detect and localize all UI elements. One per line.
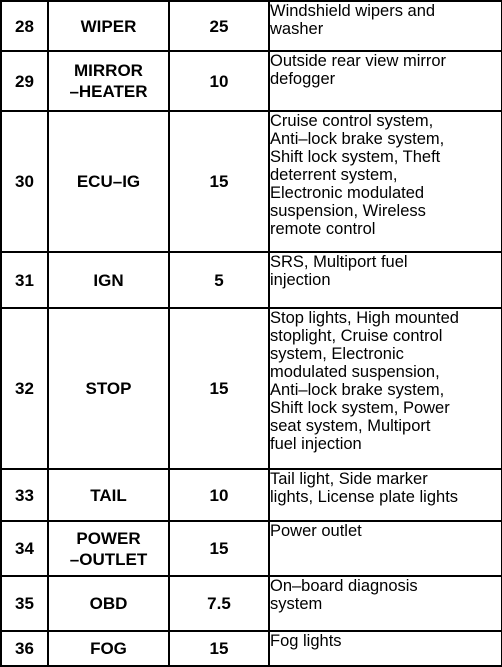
circuit-line: Tail light, Side marker bbox=[270, 470, 428, 488]
fuse-ampere: 5 bbox=[169, 252, 269, 308]
fuse-ampere: 15 bbox=[169, 308, 269, 469]
fuse-circuit bbox=[269, 521, 502, 576]
circuit-line: Electronic modulated bbox=[270, 184, 425, 202]
circuit-line: stoplight, Cruise control bbox=[270, 327, 443, 345]
table-row bbox=[1, 308, 502, 469]
table-row bbox=[1, 51, 502, 111]
fuse-ampere: 10 bbox=[169, 469, 269, 521]
circuit-line: washer bbox=[270, 20, 324, 38]
circuit-line: defogger bbox=[270, 70, 336, 88]
circuit-line: Stop lights, High mounted bbox=[270, 309, 459, 327]
fuse-name: STOP bbox=[48, 308, 169, 469]
circuit-line: system bbox=[270, 595, 323, 613]
circuit-line: Outside rear view mirror bbox=[270, 52, 447, 70]
fuse-number: 33 bbox=[1, 469, 48, 521]
fuse-circuit bbox=[269, 51, 502, 111]
fuse-number: 34 bbox=[1, 521, 48, 576]
fuse-circuit bbox=[269, 1, 502, 51]
fuse-circuit bbox=[269, 252, 502, 308]
fuse-ampere: 15 bbox=[169, 521, 269, 576]
fuse-name: MIRROR –HEATER bbox=[48, 51, 169, 111]
fuse-number: 31 bbox=[1, 252, 48, 308]
fuse-circuit bbox=[269, 631, 502, 666]
fuse-ampere: 25 bbox=[169, 1, 269, 51]
circuit-line: Shift lock system, Power bbox=[270, 399, 450, 417]
fuse-name: ECU–IG bbox=[48, 111, 169, 252]
fuse-circuit bbox=[269, 576, 502, 631]
table-row bbox=[1, 631, 502, 666]
circuit-line: lights, License plate lights bbox=[270, 488, 459, 506]
fuse-ampere: 15 bbox=[169, 111, 269, 252]
fuse-circuit bbox=[269, 469, 502, 521]
circuit-line: injection bbox=[270, 271, 331, 289]
fuse-name: FOG bbox=[48, 631, 169, 666]
fuse-name: TAIL bbox=[48, 469, 169, 521]
fuse-number: 28 bbox=[1, 1, 48, 51]
table-row bbox=[1, 521, 502, 576]
fuse-ampere: 10 bbox=[169, 51, 269, 111]
fuse-circuit bbox=[269, 308, 502, 469]
fuse-number: 36 bbox=[1, 631, 48, 666]
circuit-line: system, Electronic bbox=[270, 345, 404, 363]
table-row bbox=[1, 469, 502, 521]
fuse-name: IGN bbox=[48, 252, 169, 308]
circuit-line: seat system, Multiport bbox=[270, 417, 431, 435]
circuit-line: remote control bbox=[270, 220, 376, 238]
circuit-line: Cruise control system, bbox=[270, 112, 434, 130]
table-row bbox=[1, 576, 502, 631]
fuse-table-body bbox=[1, 1, 502, 666]
fuse-ampere: 15 bbox=[169, 631, 269, 666]
fuse-ampere: 7.5 bbox=[169, 576, 269, 631]
circuit-line: modulated suspension, bbox=[270, 363, 440, 381]
table-row bbox=[1, 111, 502, 252]
circuit-line: Windshield wipers and bbox=[270, 2, 436, 20]
circuit-line: Power outlet bbox=[270, 522, 362, 540]
circuit-line: On–board diagnosis bbox=[270, 577, 418, 595]
fuse-name: WIPER bbox=[48, 1, 169, 51]
circuit-line: deterrent system, bbox=[270, 166, 398, 184]
table-row bbox=[1, 252, 502, 308]
fuse-name: POWER –OUTLET bbox=[48, 521, 169, 576]
fuse-name: OBD bbox=[48, 576, 169, 631]
circuit-line: suspension, Wireless bbox=[270, 202, 426, 220]
fuse-number: 35 bbox=[1, 576, 48, 631]
circuit-line: Anti–lock brake system, bbox=[270, 381, 445, 399]
fuse-number: 32 bbox=[1, 308, 48, 469]
circuit-line: Anti–lock brake system, bbox=[270, 130, 445, 148]
circuit-line: Fog lights bbox=[270, 632, 342, 650]
circuit-line: fuel injection bbox=[270, 435, 362, 453]
fuse-number: 29 bbox=[1, 51, 48, 111]
fuse-circuit bbox=[269, 111, 502, 252]
circuit-line: Shift lock system, Theft bbox=[270, 148, 441, 166]
table-row bbox=[1, 1, 502, 51]
fuse-number: 30 bbox=[1, 111, 48, 252]
circuit-line: SRS, Multiport fuel bbox=[270, 253, 408, 271]
